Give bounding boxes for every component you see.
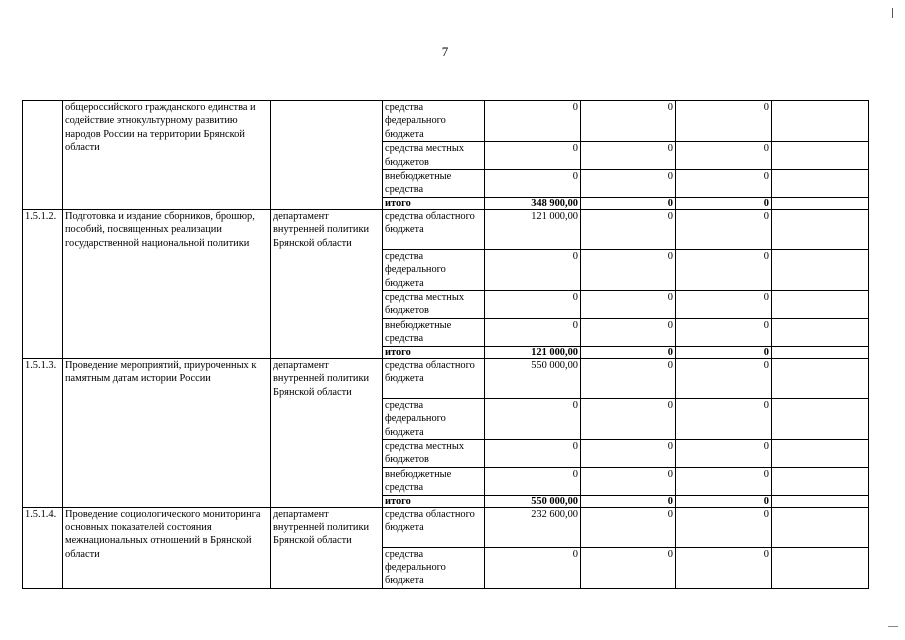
amount-cell: 0 [485,101,581,142]
empty-cell [772,170,869,198]
amount-cell: 0 [676,101,772,142]
item-name: общероссийского гражданского единства и содействие этнокультурному развитию народов России на территории Брянской области [63,101,271,210]
item-code: 1.5.1.3. [23,358,63,507]
empty-cell [772,358,869,398]
amount-cell: 0 [581,507,676,547]
amount-cell: 0 [581,318,676,346]
amount-cell: 0 [676,547,772,588]
item-name: Проведение социологического мониторинга основных показателей состояния межнациональных отношений в Брянской области [63,507,271,588]
empty-cell [772,467,869,495]
funding-source: средства федерального бюджета [383,101,485,142]
funding-source: внебюджетные средства [383,467,485,495]
amount-cell: 0 [485,142,581,170]
amount-cell: 0 [581,101,676,142]
margin-mark [888,626,898,627]
item-executor: департамент внутренней политики Брянской области [271,358,383,507]
total-amount: 0 [676,495,772,507]
amount-cell: 0 [676,291,772,319]
empty-cell [772,495,869,507]
amount-cell: 0 [581,547,676,588]
amount-cell: 0 [485,547,581,588]
empty-cell [772,249,869,290]
amount-cell: 0 [581,170,676,198]
empty-cell [772,209,869,249]
total-label: итого [383,197,485,209]
funding-source: средства местных бюджетов [383,439,485,467]
amount-cell: 0 [581,398,676,439]
item-code: 1.5.1.4. [23,507,63,588]
total-label: итого [383,495,485,507]
total-amount: 0 [581,346,676,358]
empty-cell [772,101,869,142]
empty-cell [772,197,869,209]
total-amount: 0 [581,197,676,209]
item-executor [271,101,383,210]
funding-source: средства областного бюджета [383,507,485,547]
funding-source: средства федерального бюджета [383,547,485,588]
empty-cell [772,318,869,346]
funding-source: внебюджетные средства [383,318,485,346]
amount-cell: 0 [676,358,772,398]
amount-cell: 0 [676,507,772,547]
amount-cell: 0 [676,142,772,170]
item-executor: департамент внутренней политики Брянской области [271,209,383,358]
amount-cell: 0 [485,170,581,198]
empty-cell [772,142,869,170]
funding-source: внебюджетные средства [383,170,485,198]
total-label: итого [383,346,485,358]
amount-cell: 0 [581,358,676,398]
empty-cell [772,398,869,439]
amount-cell: 0 [485,291,581,319]
amount-cell: 0 [676,467,772,495]
total-amount: 121 000,00 [485,346,581,358]
table-row [23,101,869,142]
funding-source: средства федерального бюджета [383,249,485,290]
amount-cell: 0 [581,209,676,249]
amount-cell: 0 [676,318,772,346]
funding-source: средства федерального бюджета [383,398,485,439]
amount-cell: 0 [676,209,772,249]
empty-cell [772,346,869,358]
amount-cell: 232 600,00 [485,507,581,547]
table-body [23,101,869,589]
amount-cell: 0 [676,398,772,439]
table-row [23,358,869,398]
amount-cell: 121 000,00 [485,209,581,249]
amount-cell: 0 [676,439,772,467]
amount-cell: 0 [485,467,581,495]
margin-mark [892,8,893,18]
total-amount: 550 000,00 [485,495,581,507]
funding-source: средства областного бюджета [383,358,485,398]
budget-table [22,100,869,589]
item-name: Проведение мероприятий, приуроченных к памятным датам истории России [63,358,271,507]
total-amount: 0 [676,197,772,209]
funding-source: средства областного бюджета [383,209,485,249]
amount-cell: 550 000,00 [485,358,581,398]
funding-source: средства местных бюджетов [383,291,485,319]
amount-cell: 0 [485,318,581,346]
amount-cell: 0 [581,291,676,319]
item-code: 1.5.1.2. [23,209,63,358]
amount-cell: 0 [485,249,581,290]
total-amount: 0 [676,346,772,358]
empty-cell [772,507,869,547]
amount-cell: 0 [581,439,676,467]
amount-cell: 0 [581,249,676,290]
table-row [23,209,869,249]
item-name: Подготовка и издание сборников, брошюр, пособий, посвященных реализации государственной национальной политики [63,209,271,358]
funding-source: средства местных бюджетов [383,142,485,170]
amount-cell: 0 [581,142,676,170]
table-row [23,507,869,547]
empty-cell [772,291,869,319]
page-number: 7 [441,44,449,59]
amount-cell: 0 [581,467,676,495]
amount-cell: 0 [676,170,772,198]
total-amount: 0 [581,495,676,507]
item-executor: департамент внутренней политики Брянской области [271,507,383,588]
item-code [23,101,63,210]
amount-cell: 0 [676,249,772,290]
total-amount: 348 900,00 [485,197,581,209]
amount-cell: 0 [485,398,581,439]
empty-cell [772,439,869,467]
empty-cell [772,547,869,588]
amount-cell: 0 [485,439,581,467]
